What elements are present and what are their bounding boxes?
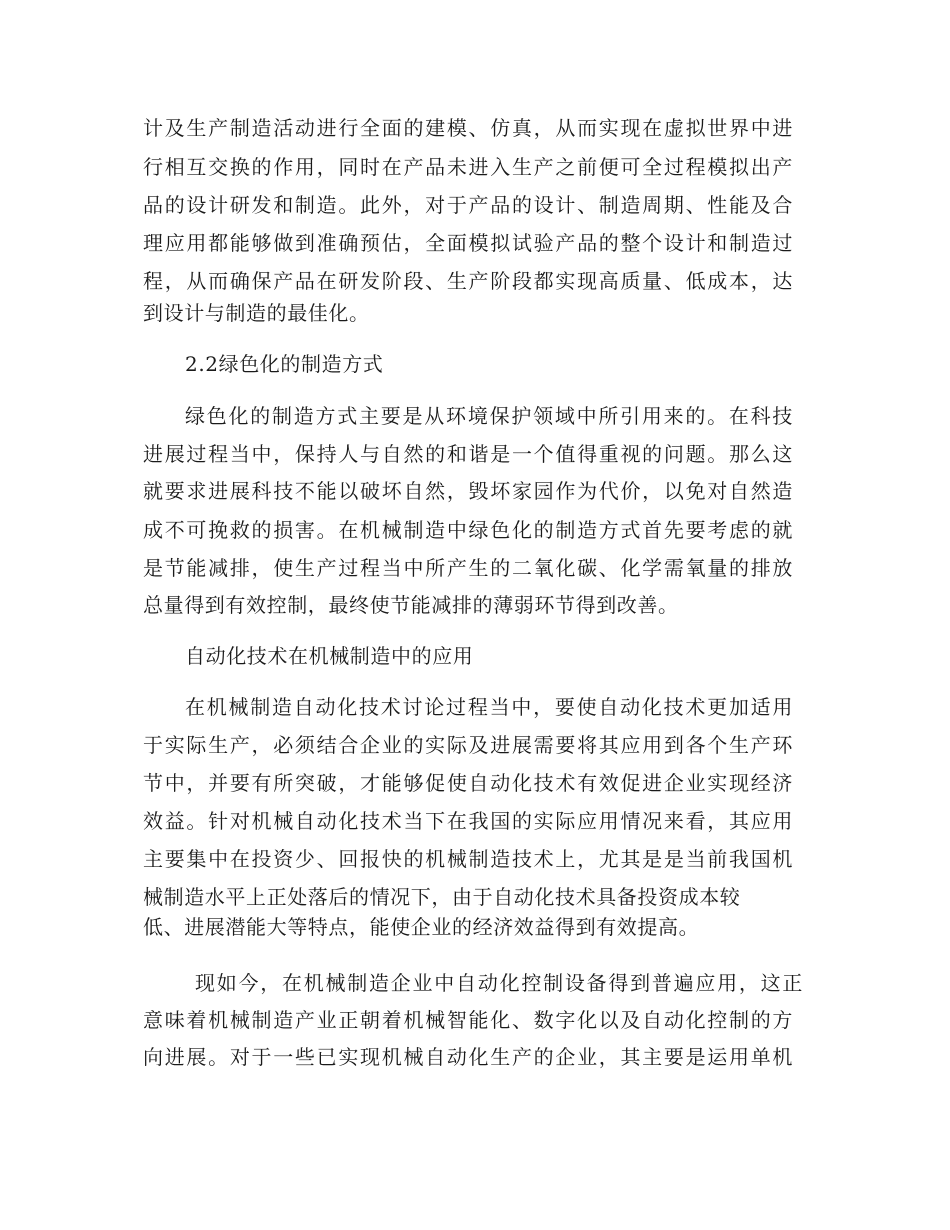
paragraph-line: 械制造水平上正处落后的情况下，由于自动化技术具备投资成本较 (143, 885, 741, 909)
paragraph-line: 现如今，在机械制造企业中自动化控制设备得到普遍应用，这正 (195, 971, 803, 995)
paragraph-line: 程，从而确保产品在研发阶段、生产阶段都实现高质量、低成本，达 (143, 269, 793, 293)
paragraph-line: 于实际生产，必须结合企业的实际及进展需要将其应用到各个生产环 (143, 733, 793, 757)
section-heading: 2.2绿色化的制造方式 (185, 352, 384, 376)
paragraph-line: 总量得到有效控制，最终使节能减排的薄弱环节得到改善。 (143, 593, 679, 617)
paragraph-line: 意味着机械制造产业正朝着机械智能化、数字化以及自动化控制的方 (143, 1008, 793, 1032)
paragraph-line: 成不可挽救的损害。在机械制造中绿色化的制造方式首先要考虑的就 (143, 518, 793, 542)
paragraph-line: 在机械制造自动化技术讨论过程当中，要使自动化技术更加适用 (185, 695, 793, 719)
section-heading: 自动化技术在机械制造中的应用 (185, 644, 474, 668)
paragraph-line: 到设计与制造的最佳化。 (143, 301, 370, 325)
paragraph-line: 低、进展潜能大等特点，能使企业的经济效益得到有效提高。 (143, 915, 700, 939)
paragraph-line: 是节能减排，使生产过程当中所产生的二氧化碳、化学需氧量的排放 (143, 556, 793, 580)
paragraph-line: 行相互交换的作用，同时在产品未进入生产之前便可全过程模拟出产 (143, 155, 793, 179)
paragraph-line: 理应用都能够做到准确预估，全面模拟试验产品的整个设计和制造过 (143, 231, 793, 255)
paragraph-line: 效益。针对机械自动化技术当下在我国的实际应用情况来看，其应用 (143, 809, 793, 833)
paragraph-line: 品的设计研发和制造。此外，对于产品的设计、制造周期、性能及合 (143, 193, 793, 217)
paragraph-line: 进展过程当中，保持人与自然的和谐是一个值得重视的问题。那么这 (143, 442, 793, 466)
paragraph-line: 就要求进展科技不能以破坏自然，毁坏家园作为代价，以免对自然造 (143, 479, 793, 503)
paragraph-line: 计及生产制造活动进行全面的建模、仿真，从而实现在虚拟世界中进 (143, 116, 793, 140)
paragraph-line: 节中，并要有所突破，才能够促使自动化技术有效促进企业实现经济 (143, 771, 793, 795)
paragraph-line: 主要集中在投资少、回报快的机械制造技术上，尤其是是当前我国机 (143, 847, 793, 871)
paragraph-line: 向进展。对于一些已实现机械自动化生产的企业，其主要是运用单机 (143, 1045, 793, 1069)
paragraph-line: 绿色化的制造方式主要是从环境保护领域中所引用来的。在科技 (185, 404, 793, 428)
